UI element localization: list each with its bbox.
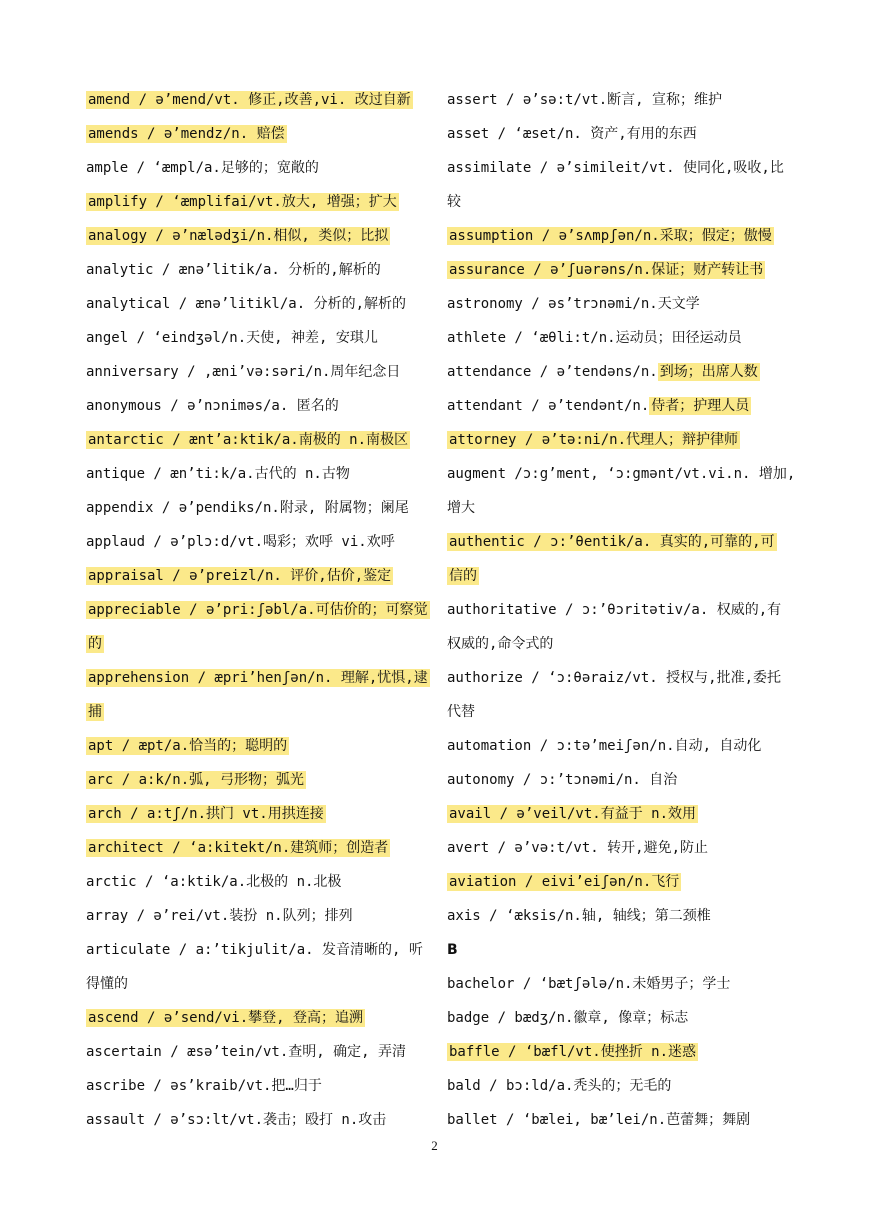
entry-text: assumption / ə’sʌmpʃən/n.采取；假定；傲慢 bbox=[449, 228, 772, 244]
entry-line bbox=[447, 393, 787, 427]
entry-text: appraisal / ə’preizl/n. 评价,估价,鉴定 bbox=[88, 568, 392, 584]
entry-text: anonymous / ə’nɔniməs/a. 匿名的 bbox=[86, 398, 339, 414]
entry-text: amend / ə’mend/vt. 修正,改善,vi. 改过自新 bbox=[88, 92, 411, 108]
entry-text: authorize / ‘ɔ:θəraiz/vt. 授权与,批准,委托 bbox=[447, 670, 782, 686]
entry-text: arc / a:k/n.弧, 弓形物；弧光 bbox=[88, 772, 305, 788]
entry-line bbox=[447, 1107, 787, 1141]
entry-text: assault / ə’sɔ:lt/vt.袭击；殴打 n.攻击 bbox=[86, 1112, 387, 1128]
entry-line bbox=[86, 121, 426, 155]
entry-line bbox=[86, 767, 426, 801]
entry-text: attendance / ə’tendəns/n. bbox=[447, 364, 658, 380]
entry-text: apprehension / æpri’henʃən/n. 理解,忧惧,逮 bbox=[88, 670, 428, 686]
entry-line bbox=[447, 767, 787, 801]
entry-line bbox=[86, 631, 426, 665]
entry-text: 增大 bbox=[447, 500, 475, 516]
entry-text: amplify / ‘æmplifai/vt.放大, 增强；扩大 bbox=[88, 194, 397, 210]
entry-line bbox=[447, 529, 787, 563]
entry-text: appreciable / ə’pri:ʃəbl/a.可估价的；可察觉 bbox=[88, 602, 428, 618]
entry-text: aviation / eivi’eiʃən/n.飞行 bbox=[449, 874, 680, 890]
entry-line bbox=[447, 971, 787, 1005]
entry-highlight-text: 到场；出席人数 bbox=[659, 364, 758, 380]
entry-line bbox=[86, 869, 426, 903]
entry-text: 得懂的 bbox=[86, 976, 128, 992]
entry-highlight-text: 侍者；护理人员 bbox=[651, 398, 750, 414]
entry-line bbox=[447, 155, 787, 189]
entry-text: 捕 bbox=[88, 704, 102, 720]
entry-line bbox=[447, 359, 787, 393]
entry-text: articulate / a:’tikjulit/a. 发音清晰的, 听 bbox=[86, 942, 423, 958]
entry-line bbox=[447, 495, 787, 529]
entry-text: analytic / ænə’litik/a. 分析的,解析的 bbox=[86, 262, 381, 278]
entry-text: analytical / ænə’litikl/a. 分析的,解析的 bbox=[86, 296, 407, 312]
entry-text: appendix / ə’pendiks/n.附录, 附属物；阑尾 bbox=[86, 500, 409, 516]
entry-line bbox=[447, 87, 787, 121]
entry-text: autonomy / ɔ:’tɔnəmi/n. 自治 bbox=[447, 772, 678, 788]
entry-line bbox=[86, 155, 426, 189]
entry-line bbox=[86, 359, 426, 393]
entry-line bbox=[86, 563, 426, 597]
entry-line bbox=[447, 461, 796, 495]
entry-line bbox=[447, 427, 787, 461]
entry-line bbox=[86, 427, 426, 461]
entry-line bbox=[447, 1005, 787, 1039]
entry-text: bachelor / ‘bætʃələ/n.未婚男子；学士 bbox=[447, 976, 731, 992]
entry-text: augment /ɔ:g’ment, ‘ɔ:gmənt/vt.vi.n. 增加, bbox=[447, 466, 796, 482]
right-column bbox=[447, 87, 796, 1141]
entry-line bbox=[86, 291, 426, 325]
entry-line bbox=[447, 835, 787, 869]
entry-text: B bbox=[447, 942, 458, 958]
entry-line bbox=[86, 801, 426, 835]
entry-line bbox=[447, 563, 787, 597]
entry-line bbox=[86, 699, 426, 733]
entry-line bbox=[447, 869, 787, 903]
entry-text: 的 bbox=[88, 636, 102, 652]
entry-text: ascertain / æsə’tein/vt.查明, 确定, 弄清 bbox=[86, 1044, 407, 1060]
entry-line bbox=[447, 189, 787, 223]
entry-line bbox=[86, 529, 426, 563]
entry-text: antique / æn’ti:k/a.古代的 n.古物 bbox=[86, 466, 350, 482]
entry-text: avail / ə’veil/vt.有益于 n.效用 bbox=[449, 806, 697, 822]
entry-text: authoritative / ɔ:’θɔritətiv/a. 权威的,有 bbox=[447, 602, 782, 618]
entry-line bbox=[86, 1039, 426, 1073]
entry-text: bald / bɔ:ld/a.秃头的；无毛的 bbox=[447, 1078, 672, 1094]
entry-text: asset / ‘æset/n. 资产,有用的东西 bbox=[447, 126, 697, 142]
entry-text: attorney / ə’tə:ni/n.代理人；辩护律师 bbox=[449, 432, 739, 448]
entry-text: ballet / ‘bælei, bæ’lei/n.芭蕾舞；舞剧 bbox=[447, 1112, 751, 1128]
entry-line bbox=[86, 87, 426, 121]
entry-text: applaud / ə’plɔ:d/vt.喝彩；欢呼 vi.欢呼 bbox=[86, 534, 395, 550]
entry-text: ascribe / əs’kraib/vt.把…归于 bbox=[86, 1078, 322, 1094]
entry-line bbox=[447, 257, 787, 291]
entry-line bbox=[86, 835, 426, 869]
entry-text: amends / ə’mendz/n. 赔偿 bbox=[88, 126, 285, 142]
entry-line bbox=[447, 597, 787, 631]
entry-text: array / ə’rei/vt.装扮 n.队列；排列 bbox=[86, 908, 353, 924]
entry-line bbox=[447, 903, 787, 937]
entry-text: antarctic / ænt’a:ktik/a.南极的 n.南极区 bbox=[88, 432, 409, 448]
left-column bbox=[86, 87, 426, 1141]
entry-line bbox=[86, 597, 426, 631]
entry-text: arch / a:tʃ/n.拱门 vt.用拱连接 bbox=[88, 806, 324, 822]
entry-line bbox=[447, 1073, 787, 1107]
entry-line bbox=[447, 733, 787, 767]
page-number: 2 bbox=[431, 1138, 438, 1153]
entry-line bbox=[447, 291, 787, 325]
entry-line bbox=[447, 325, 787, 359]
entry-text: assimilate / ə’simileit/vt. 使同化,吸收,比 bbox=[447, 160, 784, 176]
entry-text: ascend / ə’send/vi.攀登, 登高；追溯 bbox=[88, 1010, 364, 1026]
entry-line bbox=[86, 461, 426, 495]
entry-text: automation / ɔ:tə’meiʃən/n.自动, 自动化 bbox=[447, 738, 762, 754]
entry-line bbox=[86, 223, 426, 257]
entry-text: axis / ‘æksis/n.轴, 轴线；第二颈椎 bbox=[447, 908, 711, 924]
entry-line bbox=[86, 971, 426, 1005]
entry-text: avert / ə’və:t/vt. 转开,避免,防止 bbox=[447, 840, 709, 856]
entry-text: ample / ‘æmpl/a.足够的；宽敞的 bbox=[86, 160, 319, 176]
entry-line bbox=[86, 1005, 426, 1039]
entry-line bbox=[447, 631, 787, 665]
entry-text: angel / ‘eindʒəl/n.天使, 神差, 安琪儿 bbox=[86, 330, 378, 346]
entry-line bbox=[86, 937, 426, 971]
entry-line bbox=[86, 903, 426, 937]
entry-line bbox=[447, 223, 787, 257]
entry-text: anniversary / ,æni’və:səri/n.周年纪念日 bbox=[86, 364, 401, 380]
entry-text: 代替 bbox=[447, 704, 475, 720]
entry-line bbox=[86, 665, 426, 699]
entry-text: badge / bædʒ/n.徽章, 像章；标志 bbox=[447, 1010, 689, 1026]
entry-text: authentic / ɔ:’θentik/a. 真实的,可靠的,可 bbox=[449, 534, 775, 550]
entry-text: assurance / ə’ʃuərəns/n.保证；财产转让书 bbox=[449, 262, 764, 278]
entry-line bbox=[447, 1039, 787, 1073]
entry-text: athlete / ‘æθli:t/n.运动员；田径运动员 bbox=[447, 330, 742, 346]
entry-line bbox=[86, 257, 426, 291]
entry-text: 信的 bbox=[449, 568, 477, 584]
entry-line bbox=[447, 665, 787, 699]
entry-line bbox=[86, 1073, 426, 1107]
entry-text: 较 bbox=[447, 194, 461, 210]
entry-text: arctic / ‘a:ktik/a.北极的 n.北极 bbox=[86, 874, 342, 890]
entry-line bbox=[86, 325, 426, 359]
entry-text: 权威的,命令式的 bbox=[447, 636, 554, 652]
entry-text: apt / æpt/a.恰当的；聪明的 bbox=[88, 738, 288, 754]
entry-line bbox=[86, 1107, 426, 1141]
entry-text: architect / ‘a:kitekt/n.建筑师；创造者 bbox=[88, 840, 389, 856]
entry-line bbox=[86, 733, 426, 767]
entry-text: assert / ə’sə:t/vt.断言, 宣称；维护 bbox=[447, 92, 723, 108]
entry-text: attendant / ə’tendənt/n. bbox=[447, 398, 650, 414]
section-heading bbox=[447, 937, 787, 971]
entry-line bbox=[86, 495, 426, 529]
entry-text: baffle / ‘bæfl/vt.使挫折 n.迷惑 bbox=[449, 1044, 697, 1060]
entry-text: analogy / ə’nælədʒi/n.相似, 类似；比拟 bbox=[88, 228, 389, 244]
entry-line bbox=[447, 699, 787, 733]
entry-line bbox=[86, 393, 426, 427]
entry-text: astronomy / əs’trɔnəmi/n.天文学 bbox=[447, 296, 700, 312]
entry-line bbox=[86, 189, 426, 223]
entry-line bbox=[447, 801, 787, 835]
entry-line bbox=[447, 121, 787, 155]
